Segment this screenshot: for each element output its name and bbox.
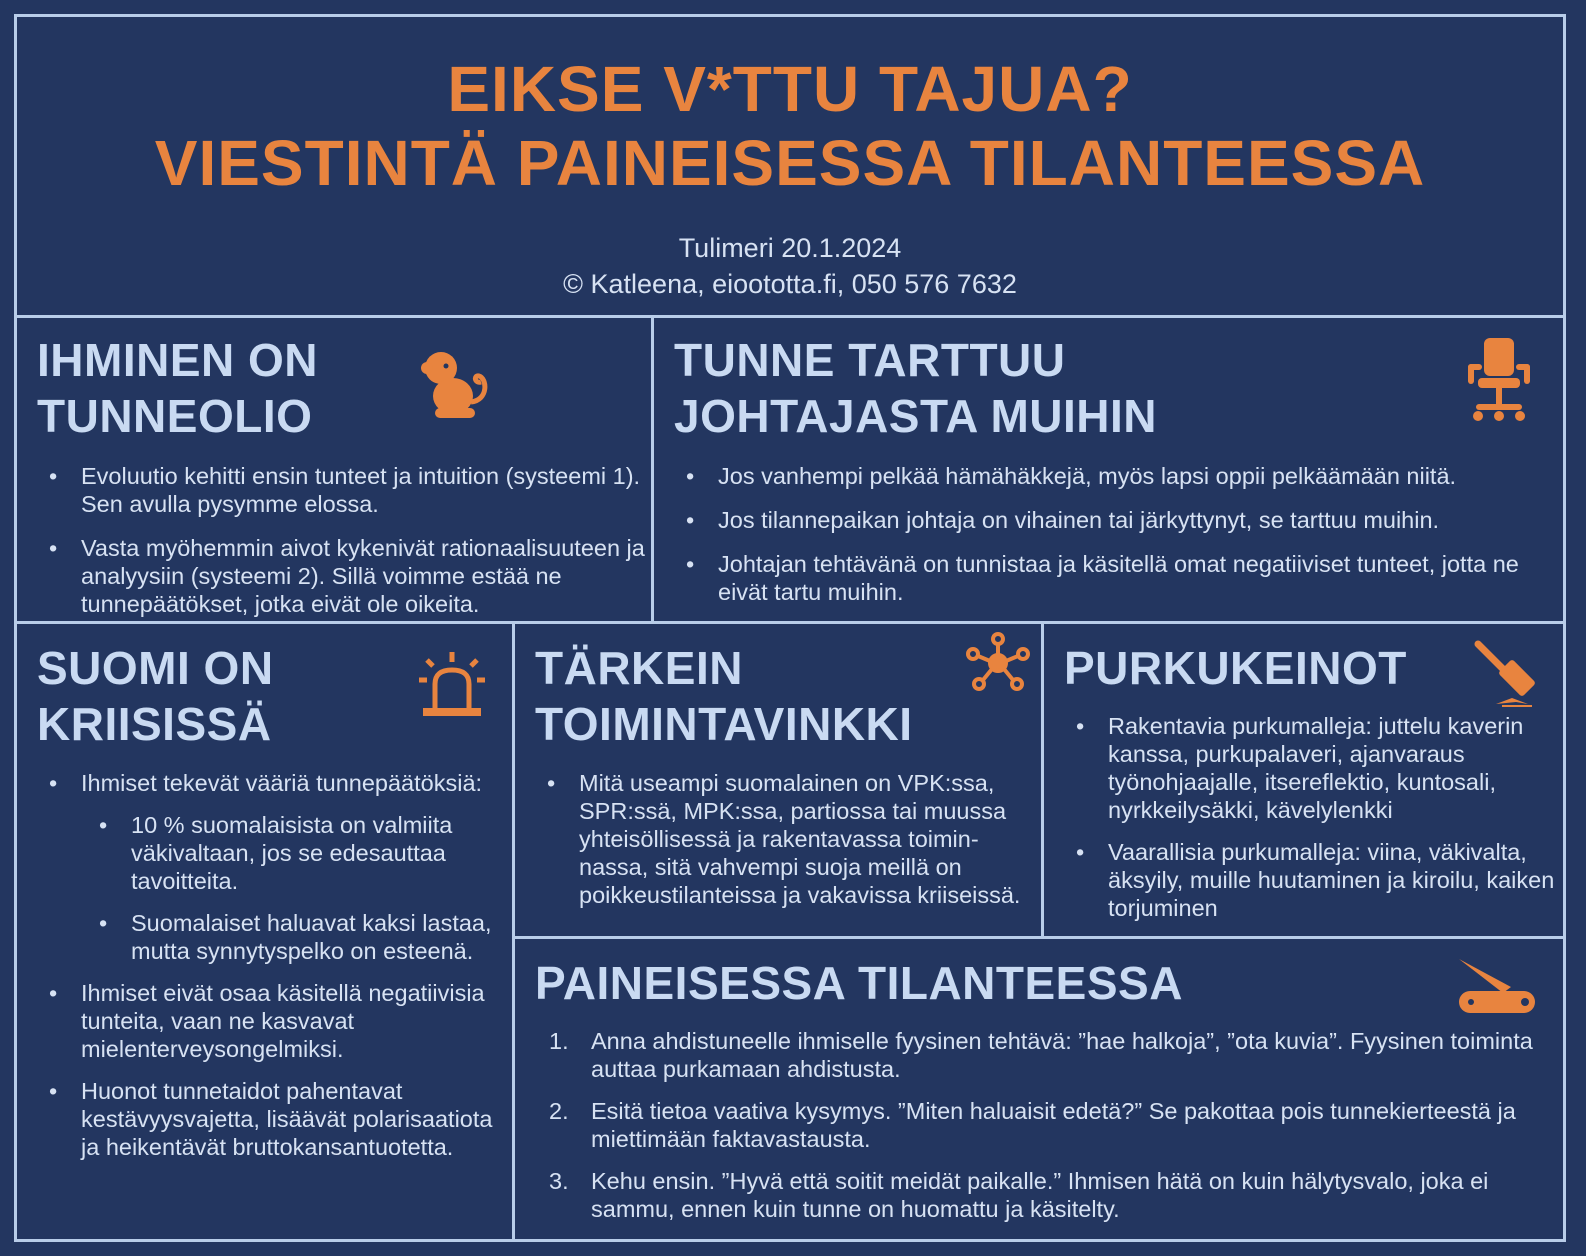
list-item: • Johtajan tehtävänä on tunnistaa ja käsitellä omat negatiiviset tunteet, jotta ne eivät tartu muihin. bbox=[674, 550, 1554, 606]
section-toimintavinkki bbox=[512, 621, 1044, 939]
list-item bbox=[535, 1097, 1555, 1153]
list-item: • Jos tilannepaikan johtaja on vihainen tai järkyttynyt, se tarttuu muihin. bbox=[674, 506, 1554, 534]
list-number: 2. bbox=[549, 1098, 569, 1124]
list-item: • Jos vanhempi pelkää hämähäkkejä, myös lapsi oppii pelkäämään niitä. bbox=[674, 462, 1554, 490]
list-item-text: Esitä tietoa vaativa kysymys. ”Miten haluaisit edetä?” Se pakottaa pois tunnekierteestä ja miettimään faktavastausta. bbox=[591, 1098, 1516, 1152]
header bbox=[14, 14, 1566, 318]
list-item bbox=[535, 1167, 1555, 1223]
poster-title-line1: EIKSE V*TTU TAJUA? bbox=[447, 53, 1133, 125]
sub-list-item: • Suomalaiset haluavat kaksi lastaa, mutta synnytyspelko on esteenä. bbox=[87, 909, 507, 965]
network-icon bbox=[965, 632, 1031, 694]
list-item: • Vasta myöhemmin aivot kykenivät rationaalisuuteen ja analyysiin (systeemi 2). Sillä voimme estää ne tunnepäätökset, jotka eivät ole oikeita. bbox=[37, 534, 647, 618]
list-number: 1. bbox=[549, 1028, 569, 1054]
section-title-line2: TUNNEOLIO bbox=[37, 390, 313, 442]
sub-list-item: • 10 % suomalaisista on valmiita väkivaltaan, jos se edesauttaa tavoitteita. bbox=[87, 811, 507, 895]
list-number: 3. bbox=[549, 1168, 569, 1194]
list-item: • Rakentavia purkumalleja: juttelu kaverin kanssa, purkupalaveri, ajanvaraus työnohjaajalle, itsereflektio, kuntosali, nyrkkeilysäkki, kävelylenkki bbox=[1064, 712, 1559, 824]
list-item-text: Ihmiset tekevät vääriä tunnepäätöksiä: bbox=[81, 770, 483, 796]
bullet-list bbox=[37, 769, 507, 1161]
section-paineisessa bbox=[512, 936, 1566, 1242]
list-item: • Mitä useampi suomalainen on VPK:ssa, SPR:ssä, MPK:ssa, partiossa tai muussa yhteisöllisessä ja rakentavassa toiminnassa, sitä vahvempi suoja meillä on poikkeustilanteissa ja vakavissa kriiseissä. bbox=[535, 769, 1035, 909]
numbered-list bbox=[535, 1027, 1555, 1223]
list-item: • Ihmiset eivät osaa käsitellä negatiivisia tunteita, vaan ne kasvavat mielenterveysongelmiksi. bbox=[37, 979, 507, 1063]
bullet-list bbox=[535, 769, 1035, 909]
section-title-line1: TUNNE TARTTUU bbox=[674, 334, 1066, 386]
bullet-list bbox=[37, 462, 647, 618]
section-title: PAINEISESSA TILANTEESSA bbox=[535, 957, 1183, 1009]
pocket-knife-icon bbox=[1455, 955, 1539, 1019]
section-tunneolio bbox=[14, 315, 654, 624]
section-title-line1: TÄRKEIN bbox=[535, 642, 743, 694]
list-item bbox=[37, 769, 507, 965]
section-title-line1: IHMINEN ON bbox=[37, 334, 318, 386]
section-tunne-tarttuu bbox=[651, 315, 1566, 624]
list-item: • Huonot tunnetaidot pahentavat kestävyysvajetta, lisäävät polarisaatiota ja heikentävät bruttokansantuotetta. bbox=[37, 1077, 507, 1161]
list-item: • Evoluutio kehitti ensin tunteet ja intuition (systeemi 1). Sen avulla pysymme elossa. bbox=[37, 462, 647, 518]
section-purkukeinot bbox=[1041, 621, 1566, 939]
section-title-line2: JOHTAJASTA MUIHIN bbox=[674, 390, 1157, 442]
sub-bullet-list bbox=[87, 811, 507, 965]
section-title-line1: SUOMI ON bbox=[37, 642, 274, 694]
section-title-line2: KRIISISSÄ bbox=[37, 698, 272, 750]
bullet-list bbox=[674, 462, 1554, 606]
event-date: Tulimeri 20.1.2024 bbox=[678, 233, 902, 263]
siren-icon bbox=[417, 650, 487, 720]
bullet-list bbox=[1064, 712, 1559, 922]
section-title: PURKUKEINOT bbox=[1064, 642, 1407, 694]
list-item bbox=[535, 1027, 1555, 1083]
list-item-text: Anna ahdistuneelle ihmiselle fyysinen tehtävä: ”hae halkoja”, ”ota kuvia”. Fyysinen toiminta auttaa purkamaan ahdistusta. bbox=[591, 1028, 1533, 1082]
office-chair-icon bbox=[1464, 336, 1534, 426]
credit-line: © Katleena, eioototta.fi, 050 576 7632 bbox=[563, 269, 1017, 299]
list-item-text: Kehu ensin. ”Hyvä että soitit meidät paikalle.” Ihmisen hätä on kuin hälytysvalo, joka ei sammu, ennen kuin tunne on huomattu ja käsitelty. bbox=[591, 1168, 1489, 1222]
section-title-line2: TOIMINTAVINKKI bbox=[535, 698, 913, 750]
hammer-icon bbox=[1472, 638, 1542, 710]
monkey-icon bbox=[419, 350, 495, 422]
list-item: • Vaarallisia purkumalleja: viina, väkivalta, äksyily, muille huutaminen ja kiroilu, kaiken torjuminen bbox=[1064, 838, 1559, 922]
poster-title-line2: VIESTINTÄ PAINEISESSA TILANTEESSA bbox=[154, 127, 1426, 199]
section-suomi bbox=[14, 621, 515, 1242]
